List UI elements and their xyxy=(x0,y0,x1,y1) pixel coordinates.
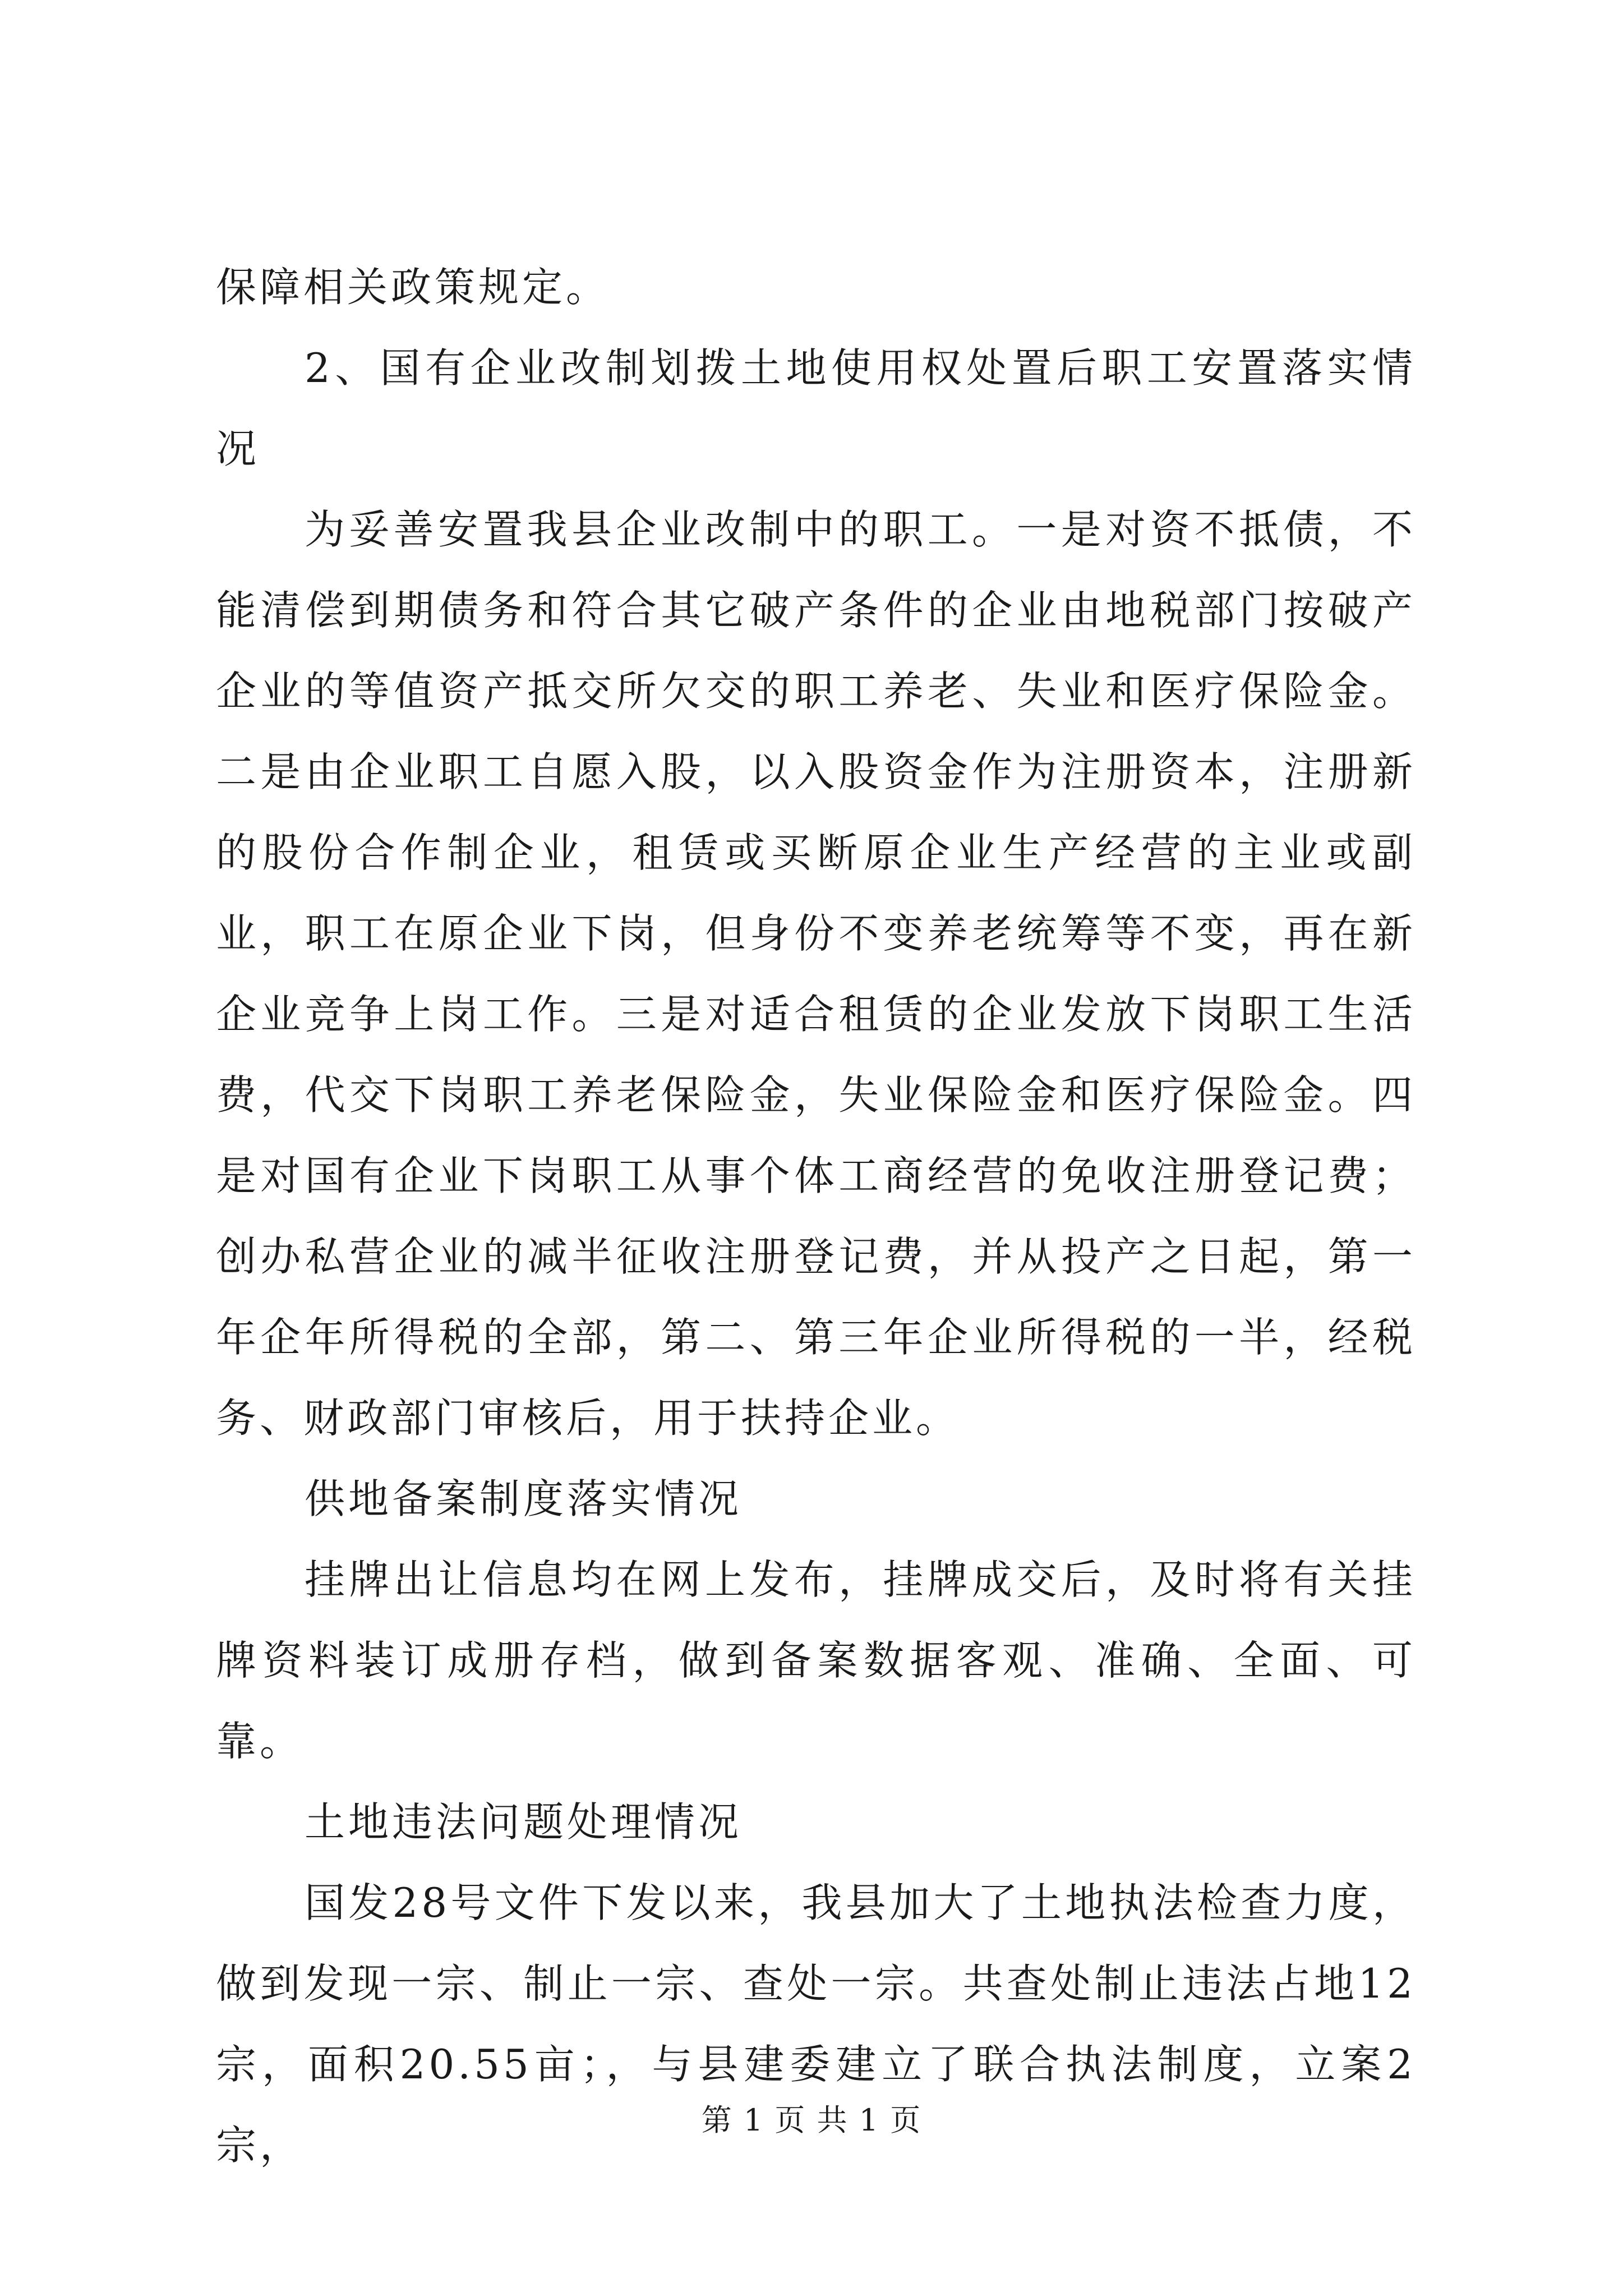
paragraph-5: 挂牌出让信息均在网上发布，挂牌成交后，及时将有关挂牌资料装订成册存档，做到备案数据客观、准确、全面、可靠。 xyxy=(216,1556,1416,1765)
document-body xyxy=(216,247,1416,2185)
paragraph-2-heading: 2、国有企业改制划拨土地使用权处置后职工安置落实情况 xyxy=(216,344,1416,472)
paragraph-7: 国发28号文件下发以来，我县加大了土地执法检查力度，做到发现一宗、制止一宗、查处一宗。共查处制止违法占地12宗，面积20.55亩；，与县建委建立了联合执法制度，立案2宗， xyxy=(216,1879,1416,2169)
paragraph-6-heading: 土地违法问题处理情况 xyxy=(305,1798,743,1846)
paragraph-3: 为妥善安置我县企业改制中的职工。一是对资不抵债，不能清偿到期债务和符合其它破产条件的企业由地税部门按破产企业的等值资产抵交所欠交的职工养老、失业和医疗保险金。二是由企业职工自愿入股，以入股资金作为注册资本，注册新的股份合作制企业，租赁或买断原企业生产经营的主业或副业，职工在原企业下岗，但身份不变养老统筹等不变，再在新企业竞争上岗工作。三是对适合租赁的企业发放下岗职工生活费，代交下岗职工养老保险金，失业保险金和医疗保险金。四是对国有企业下岗职工从事个体工商经营的免收注册登记费；创办私营企业的减半征收注册登记费，并从投产之日起，第一年企年所得税的全部，第二、第三年企业所得税的一半，经税务、财政部门审核后，用于扶持企业。 xyxy=(216,506,1416,1442)
page-number-footer: 第 1 页 共 1 页 xyxy=(701,2102,922,2138)
paragraph-4-heading: 供地备案制度落实情况 xyxy=(305,1475,743,1522)
paragraph-1: 保障相关政策规定。 xyxy=(216,264,610,311)
